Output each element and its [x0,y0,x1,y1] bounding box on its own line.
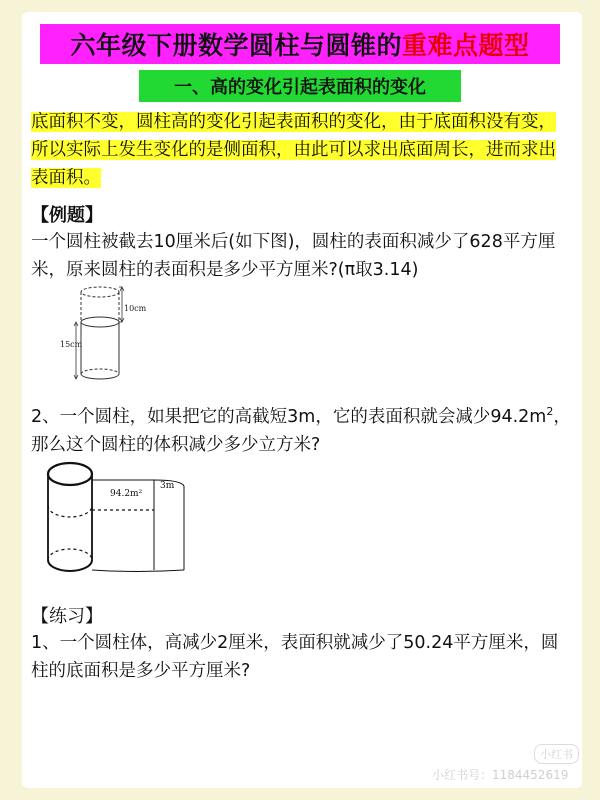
page-title [40,24,560,64]
cylinder-cut-diagram [60,284,210,386]
cylinder-figure-1 [60,284,210,386]
cylinder-figure-2 [42,458,242,582]
section-title: 一、高的变化引起表面积的变化 [139,70,461,102]
summary-highlight: 底面积不变，圆柱高的变化引起表面积的变化，由于底面积没有变，所以实际上发生变化的是侧面积，由此可以求出底面周长，进而求出表面积。 [31,112,556,188]
practice-question-1: 1、一个圆柱体，高减少2厘米，表面积就减少了50.24平方厘米，圆柱的底面积是多少平方厘米? [31,633,559,681]
cylinder-unroll-diagram [42,458,242,582]
label-10cm: 10cm [124,304,147,313]
q2-text-end: ，那么这个圆柱的体积减少多少立方米? [31,406,571,455]
q2-text: 2、一个圆柱，如果把它的高截短3m，它的表面积就会减少94.2m [31,406,547,427]
title-main: 六年级下册数学圆柱与圆锥的 [70,31,402,60]
label-area: 94.2m² [110,489,143,499]
example-question-1: 一个圆柱被截去10厘米后(如下图)，圆柱的表面积减少了628平方厘米，原来圆柱的表面积是多少平方厘米?(π取3.14) [31,232,556,280]
label-3m: 3m [160,481,175,491]
title-highlight: 重难点题型 [402,31,530,60]
watermark-text: 小红书号：1184452619 [432,768,569,782]
label-15cm: 15cm [60,340,83,349]
practice-heading: 【练习】 [31,606,103,627]
q2-superscript: 2 [546,405,554,418]
summary-text [31,108,571,192]
example-question-2 [31,398,571,459]
watermark-logo: 小红书 [534,744,579,764]
example-heading: 【例题】 [31,205,103,226]
